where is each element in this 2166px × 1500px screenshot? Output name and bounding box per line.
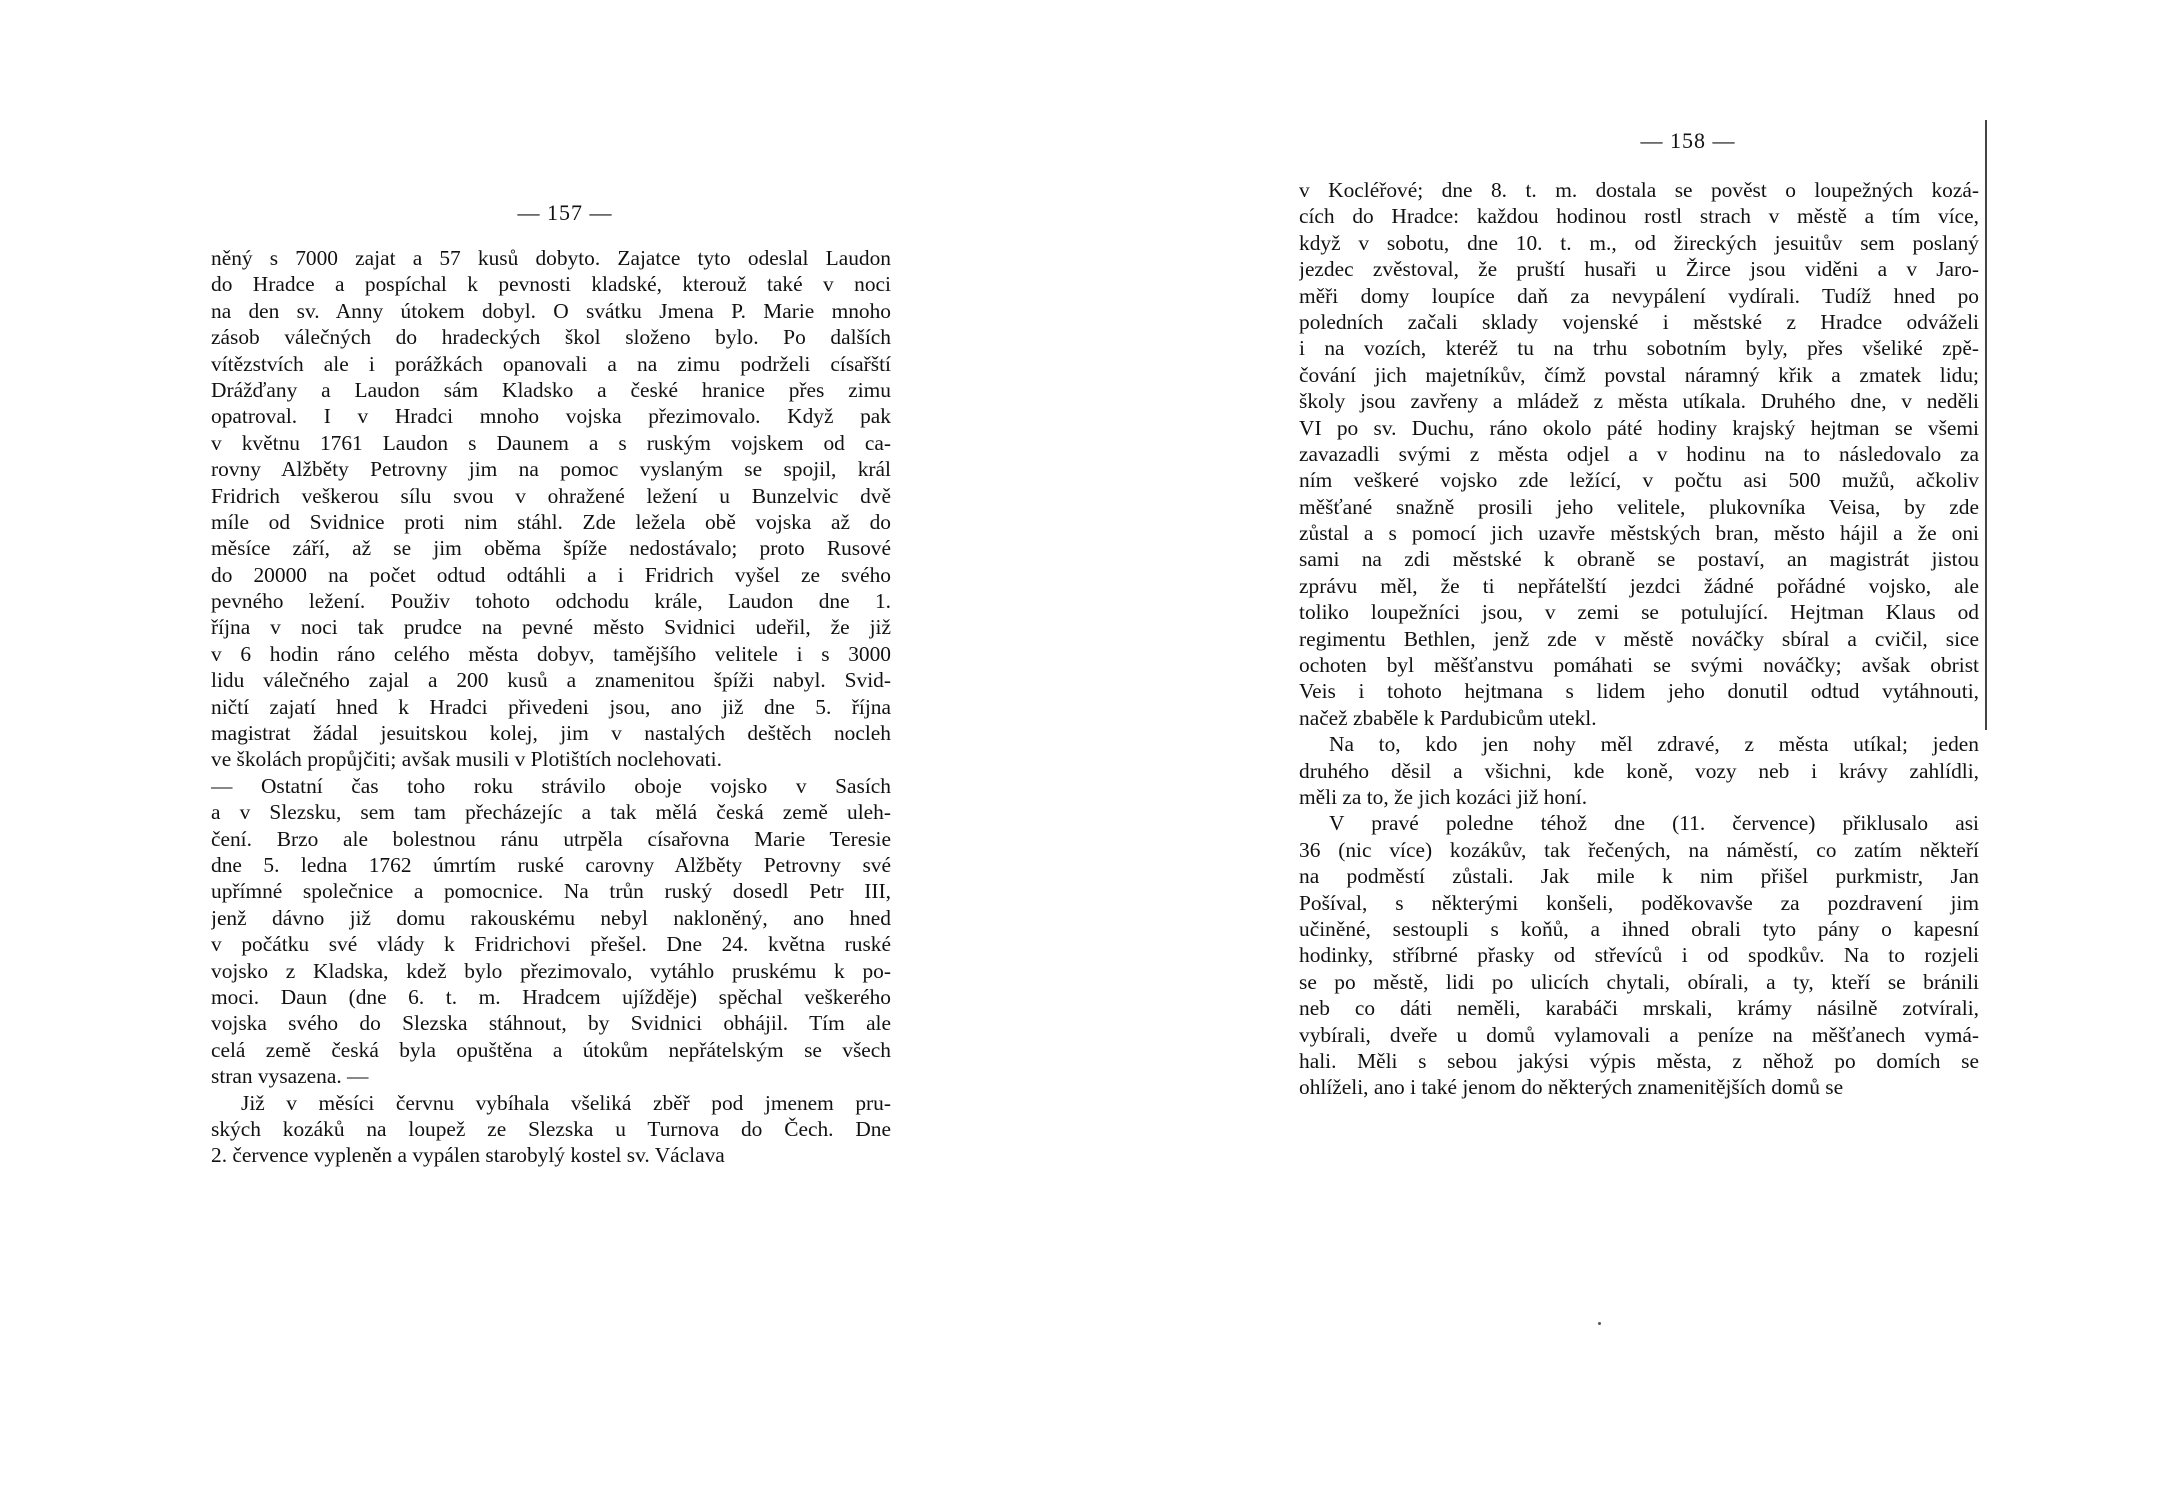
text-line: V pravé poledne téhož dne (11. července) přiklusalo asi (1329, 811, 1979, 836)
text-line: čování jich majetníkův, čímž povstal náramný křik a zmatek lidu; (1299, 362, 1979, 387)
text-line: stran vysazena. — (211, 1064, 369, 1089)
text-line: Již v měsíci červnu vybíhala všeliká zběř pod jmenem pru- (241, 1090, 891, 1115)
text-line: čení. Brzo ale bolestnou ránu utrpěla císařovna Marie Teresie (211, 826, 891, 851)
text-line: v Kocléřové; dne 8. t. m. dostala se pověst o loupežných kozá- (1299, 178, 1979, 202)
text-line: do 20000 na počet odtud odtáhli a i Fridrich vyšel ze svého (211, 562, 891, 587)
text-line: školy jsou zavřeny a mládež z města utíkala. Druhého dne, v neděli (1299, 389, 1979, 414)
text-line: moci. Daun (dne 6. t. m. Hradcem ujížděje) spěchal veškerého (211, 984, 891, 1009)
text-line: jenž dávno již domu rakouskému nebyl nakloněný, ano hned (211, 905, 891, 930)
text-line: do Hradce a pospíchal k pevnosti kladské, kterouž také v noci (211, 272, 891, 297)
text-line: měšťané snažně prosili jeho velitele, plukovníka Veisa, by zde (1299, 494, 1979, 519)
text-line: v květnu 1761 Laudon s Daunem a s ruským vojskem od ca- (211, 430, 891, 455)
text-line: poledních začali sklady vojenské i městské z Hradce odváželi (1299, 309, 1979, 334)
text-line: v 6 hodin ráno celého města dobyv, tamějšího velitele i s 3000 (211, 641, 891, 666)
page-number: — 158 — (1640, 128, 1736, 153)
text-line: něný s 7000 zajat a 57 kusů dobyto. Zajatce tyto odeslal Laudon (211, 246, 891, 270)
text-line: v počátku své vlády k Fridrichovi přešel. Dne 24. května ruské (211, 932, 891, 957)
page-body-text (1299, 177, 1979, 1101)
text-line: hali. Měli s sebou jakýsi výpis města, z něhož po domích se (1299, 1048, 1979, 1073)
text-line: zůstal a s pomocí jich uzavře městských bran, město hájil a že oni (1299, 521, 1979, 546)
text-line: a v Slezsku, sem tam přecházejíc a tak mělá česká země uleh- (211, 800, 891, 825)
text-line: Drážďany a Laudon sám Kladsko a české hranice přes zimu (211, 377, 891, 402)
text-line: vybírali, dveře u domů vylamovali a peníze na měšťanech vymá- (1299, 1022, 1979, 1047)
text-line: ských kozáků na loupež ze Slezska u Turnova do Čech. Dne (211, 1116, 891, 1141)
text-line: dne 5. ledna 1762 úmrtím ruské carovny Alžběty Petrovny své (211, 852, 891, 877)
text-line: načež zbaběle k Pardubicům utekl. (1299, 705, 1597, 730)
text-line: hodinky, stříbrné přasky od střevíců i od spodkův. Na to rozjeli (1299, 943, 1979, 968)
text-line: na den sv. Anny útokem dobyl. O svátku Jmena P. Marie mnoho (211, 298, 891, 323)
text-line: druhého děsil a všichni, kde koně, vozy neb i krávy zahlídli, (1299, 758, 1979, 783)
text-line: Na to, kdo jen nohy měl zdravé, z města utíkal; jeden (1329, 732, 1979, 757)
text-line: na podměstí zůstali. Jak mile k nim přišel purkmistr, Jan (1299, 864, 1979, 889)
text-line: vojska svého do Slezska stáhnout, by Svidnici obhájil. Tím ale (211, 1011, 891, 1036)
page-number: — 157 — (517, 200, 613, 225)
text-line: se po městě, lidi po ulicích chytali, obírali, a ty, kteří se bránili (1299, 969, 1979, 994)
text-line: měli za to, že jich kozáci již honí. (1299, 784, 1588, 809)
text-line: upřímné společnice a pomocnice. Na trůn ruský dosedl Petr III, (211, 879, 891, 904)
text-line: vojsko z Kladska, kdež bylo přezimovalo, vytáhlo pruskému k po- (211, 958, 891, 983)
text-line: ničtí zajatí hned k Hradci přivedeni jsou, ano již dne 5. října (211, 694, 891, 719)
text-line: celá země česká byla opuštěna a útokům nepřátelským se všech (211, 1037, 891, 1062)
text-line: sami na zdi městské k obraně se postaví, an magistrát jistou (1299, 547, 1979, 572)
text-line: regimentu Bethlen, jenž zde v městě nováčky sbíral a cvičil, sice (1299, 626, 1979, 651)
text-line: VI po sv. Duchu, ráno okolo páté hodiny krajský hejtman se všemi (1299, 415, 1979, 440)
text-line: magistrat žádal jesuitskou kolej, jim v nastalých deštěch nocleh (211, 721, 891, 746)
text-line: učiněné, sestoupli s koňů, a ihned obrali tyto pány o kapesní (1299, 916, 1979, 941)
text-line: 36 (nic více) kozákův, tak řečených, na náměstí, co zatím někteří (1299, 837, 1979, 862)
text-line: opatroval. I v Hradci mnoho vojska přezimovalo. Když pak (211, 404, 891, 429)
text-line: zprávu měl, že ti nepřátelští jezdci žádné pořádné vojsko, ale (1299, 573, 1979, 598)
text-line: 2. července vypleněn a vypálen starobylý kostel sv. Václava (211, 1143, 725, 1168)
text-line: Pošíval, s některými konšeli, poděkovavše za pozdravení jim (1299, 890, 1979, 915)
text-line: října v noci tak prudce na pevné město Svidnici udeřil, že již (211, 615, 891, 640)
text-line: Fridrich veškerou sílu svou v ohražené ležení u Bunzelvic dvě (211, 483, 891, 508)
text-line: cích do Hradce: každou hodinou rostl strach v městě a tím více, (1299, 204, 1979, 229)
text-line: míle od Svidnice proti nim stáhl. Zde ležela obě vojska až do (211, 509, 891, 534)
text-line: měsíce září, až se jim oběma špíže nedostávalo; proto Rusové (211, 536, 891, 561)
text-line: pevného ležení. Použiv tohoto odchodu krále, Laudon dne 1. (211, 589, 891, 614)
binding-line (1985, 120, 1987, 730)
ink-speck (1598, 1322, 1601, 1325)
text-line: ohlíželi, ano i také jenom do některých znamenitějších domů se (1299, 1075, 1844, 1100)
text-line: lidu válečného zajal a 200 kusů a znamenitou špíži nabyl. Svid- (211, 668, 891, 693)
text-line: zásob válečných do hradeckých škol složeno bylo. Po dalších (211, 325, 891, 350)
text-line: — Ostatní čas toho roku strávilo oboje vojsko v Sasích (211, 773, 891, 798)
text-line: toliko loupežníci jsou, v zemi se potulující. Hejtman Klaus od (1299, 600, 1979, 625)
right-page (1083, 0, 2166, 1500)
text-line: ním veškeré vojsko zde ležící, v počtu asi 500 mužů, ačkoliv (1299, 468, 1979, 493)
text-line: rovny Alžběty Petrovny jim na pomoc vyslaným se spojil, král (211, 457, 891, 482)
text-line: Veis i tohoto hejtmana s lidem jeho donutil odtud vytáhnouti, (1299, 679, 1979, 704)
text-line: jezdec zvěstoval, že pruští husaři u Žirce jsou viděni a v Jaro- (1299, 257, 1979, 282)
text-line: ve školách propůjčiti; avšak musili v Plotištích noclehovati. (211, 747, 722, 772)
text-line: měři domy loupíce daň za nevypálení vydírali. Tudíž hned po (1299, 283, 1979, 308)
text-line: neb co dáti neměli, karabáči mrskali, krámy násilně zotvírali, (1299, 996, 1979, 1021)
text-line: ochoten byl měšťanstvu pomáhati se svými nováčky; avšak obrist (1299, 653, 1979, 678)
page-body-text (211, 245, 891, 1169)
text-line: vítězstvích ale i porážkách opanovali a na zimu podrželi císařští (211, 351, 891, 376)
text-line: když v sobotu, dne 10. t. m., od žireckých jesuitův sem poslaný (1299, 230, 1979, 255)
text-line: zavazadli svými z města odjel a v hodinu na to následovalo za (1299, 441, 1979, 466)
text-line: i na vozích, kteréž tu na trhu sobotním byly, přes všeliké zpě- (1299, 336, 1979, 361)
